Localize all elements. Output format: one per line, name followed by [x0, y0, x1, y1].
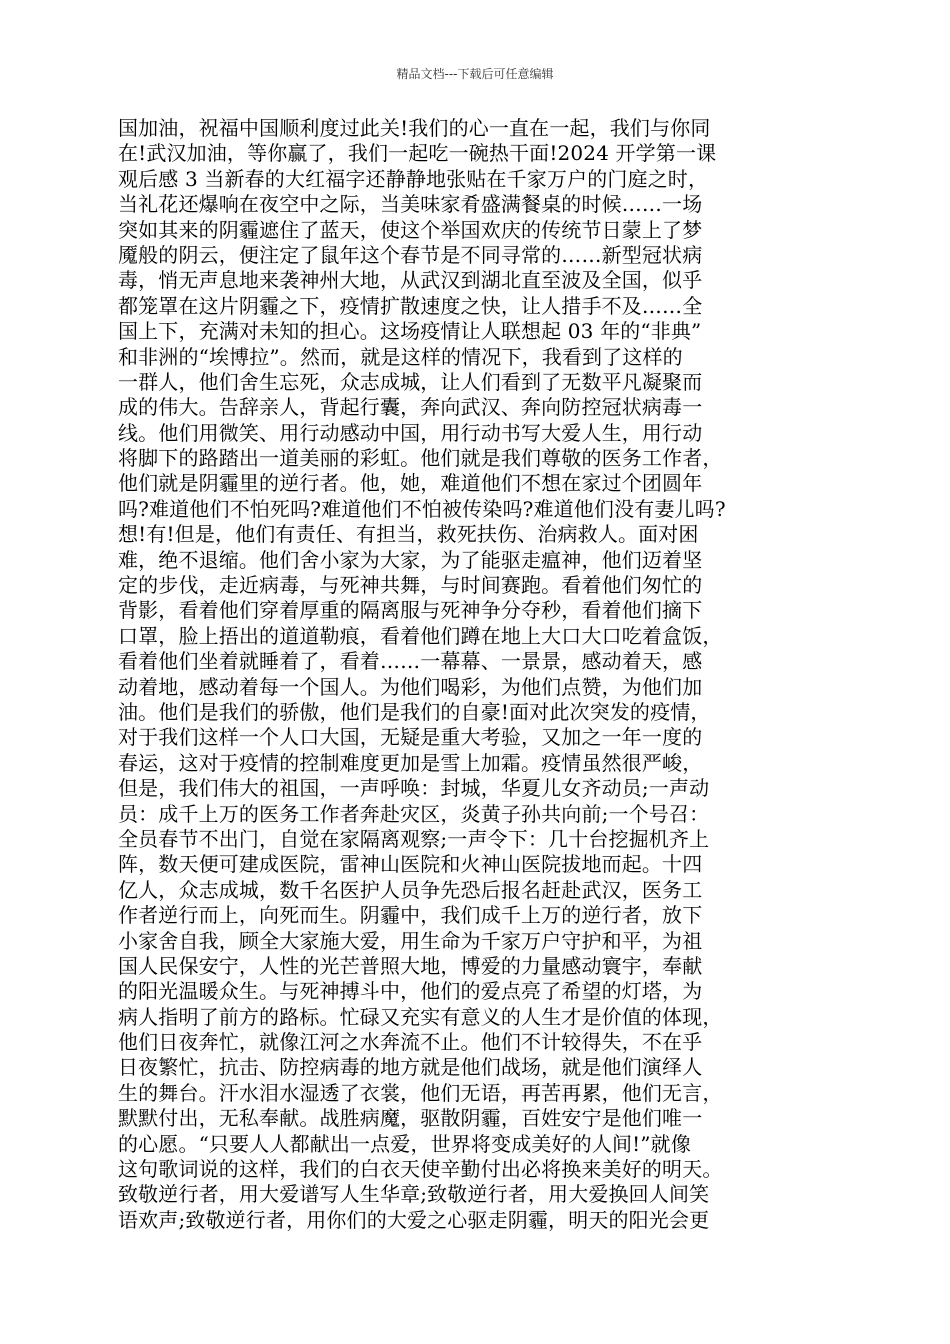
text-line: 他们就是阴霾里的逆行者。他，她，难道他们不想在家过个团圆年 — [118, 471, 703, 496]
text-line: 病人指明了前方的路标。忙碌又充实有意义的人生才是价值的体现， — [118, 1004, 723, 1029]
text-line: 当礼花还爆响在夜空中之际，当美味家肴盛满餐桌的时候……一场 — [118, 192, 703, 217]
text-line: 魇般的阴云，便注定了鼠年这个春节是不同寻常的……新型冠状病 — [118, 242, 703, 267]
text-line: 的阳光温暖众生。与死神搏斗中，他们的爱点亮了希望的灯塔，为 — [118, 979, 703, 1004]
text-line: 员：成千上万的医务工作者奔赴灾区，炎黄子孙共向前;一个号召： — [118, 801, 710, 826]
text-line: 的心愿。“只要人人都献出一点爱，世界将变成美好的人间!”就像 — [118, 1131, 691, 1156]
text-line: 全员春节不出门，自觉在家隔离观察;一声令下：几十台挖掘机齐上 — [118, 826, 710, 851]
document-body — [118, 116, 832, 1233]
text-line: 国人民保安宁，人性的光芒普照大地，博爱的力量感动寰宇，奉献 — [118, 953, 703, 978]
text-line: 作者逆行而上，向死而生。阴霾中，我们成千上万的逆行者，放下 — [118, 903, 703, 928]
text-line: 国上下，充满对未知的担心。这场疫情让人联想起 03 年的“非典” — [118, 319, 702, 344]
text-line: 将脚下的路踏出一道美丽的彩虹。他们就是我们尊敬的医务工作者， — [118, 446, 723, 471]
text-line: 动着地，感动着每一个国人。为他们喝彩，为他们点赞，为他们加 — [118, 674, 703, 699]
text-line: 突如其来的阴霾遮住了蓝天，使这个举国欢庆的传统节日蒙上了梦 — [118, 217, 703, 242]
text-line: 他们日夜奔忙，就像江河之水奔流不止。他们不计较得失，不在乎 — [118, 1030, 703, 1055]
text-line: 国加油，祝福中国顺利度过此关!我们的心一直在一起，我们与你同 — [118, 116, 711, 140]
text-line: 小家舍自我，顾全大家施大爱，用生命为千家万户守护和平，为祖 — [118, 928, 703, 953]
page-header: 精品文档---下载后可任意编辑 — [396, 67, 554, 81]
text-line: 想!有!但是，他们有责任、有担当，救死扶伤、治病救人。面对困 — [118, 522, 699, 547]
text-line: 在!武汉加油，等你赢了，我们一起吃一碗热干面!2024 开学第一课 — [118, 141, 717, 166]
text-line: 一群人，他们舍生忘死，众志成城，让人们看到了无数平凡凝聚而 — [118, 369, 703, 394]
text-line: 难，绝不退缩。他们舍小家为大家，为了能驱走瘟神，他们迈着坚 — [118, 547, 703, 572]
text-line: 口罩，脸上捂出的道道勒痕，看着他们蹲在地上大口大口吃着盒饭， — [118, 623, 723, 648]
text-line: 春运，这对于疫情的控制难度更加是雪上加霜。疫情虽然很严峻， — [118, 750, 703, 775]
text-line: 线。他们用微笑、用行动感动中国，用行动书写大爱人生，用行动 — [118, 420, 703, 445]
text-line: 致敬逆行者，用大爱谱写人生华章;致敬逆行者，用大爱换回人间笑 — [118, 1182, 710, 1207]
text-line: 语欢声;致敬逆行者，用你们的大爱之心驱走阴霾，明天的阳光会更 — [118, 1207, 710, 1232]
text-line: 默默付出，无私奉献。战胜病魔，驱散阴霾，百姓安宁是他们唯一 — [118, 1106, 703, 1131]
text-line: 观后感 3 当新春的大红福字还静静地张贴在千家万户的门庭之时， — [118, 166, 709, 191]
text-line: 油。他们是我们的骄傲，他们是我们的自豪!面对此次突发的疫情， — [118, 699, 711, 724]
text-line: 都笼罩在这片阴霾之下，疫情扩散速度之快，让人措手不及……全 — [118, 293, 703, 318]
text-line: 毒，悄无声息地来袭神州大地，从武汉到湖北直至波及全国，似乎 — [118, 268, 703, 293]
text-line: 亿人，众志成城，数千名医护人员争先恐后报名赶赴武汉，医务工 — [118, 877, 703, 902]
text-line: 日夜繁忙，抗击、防控病毒的地方就是他们战场，就是他们演绎人 — [118, 1055, 703, 1080]
text-line: 这句歌词说的这样，我们的白衣天使辛勤付出必将换来美好的明天。 — [118, 1157, 723, 1182]
text-line: 背影，看着他们穿着厚重的隔离服与死神争分夺秒，看着他们摘下 — [118, 598, 703, 623]
text-line: 定的步伐，走近病毒，与死神共舞，与时间赛跑。看着他们匆忙的 — [118, 573, 703, 598]
text-line: 但是，我们伟大的祖国，一声呼唤：封城，华夏儿女齐动员;一声动 — [118, 776, 710, 801]
text-line: 吗?难道他们不怕死吗?难道他们不怕被传染吗?难道他们没有妻儿吗? — [118, 496, 726, 521]
text-line: 生的舞台。汗水泪水湿透了衣裳，他们无语，再苦再累，他们无言， — [118, 1080, 723, 1105]
text-line: 看着他们坐着就睡着了，看着……一幕幕、一景景，感动着天，感 — [118, 649, 703, 674]
text-line: 和非洲的“埃博拉”。然而，就是这样的情况下，我看到了这样的 — [118, 344, 683, 369]
text-line: 成的伟大。告辞亲人，背起行囊，奔向武汉、奔向防控冠状病毒一 — [118, 395, 703, 420]
text-line: 对于我们这样一个人口大国，无疑是重大考验，又加之一年一度的 — [118, 725, 703, 750]
text-line: 阵，数天便可建成医院，雷神山医院和火神山医院拔地而起。十四 — [118, 852, 703, 877]
